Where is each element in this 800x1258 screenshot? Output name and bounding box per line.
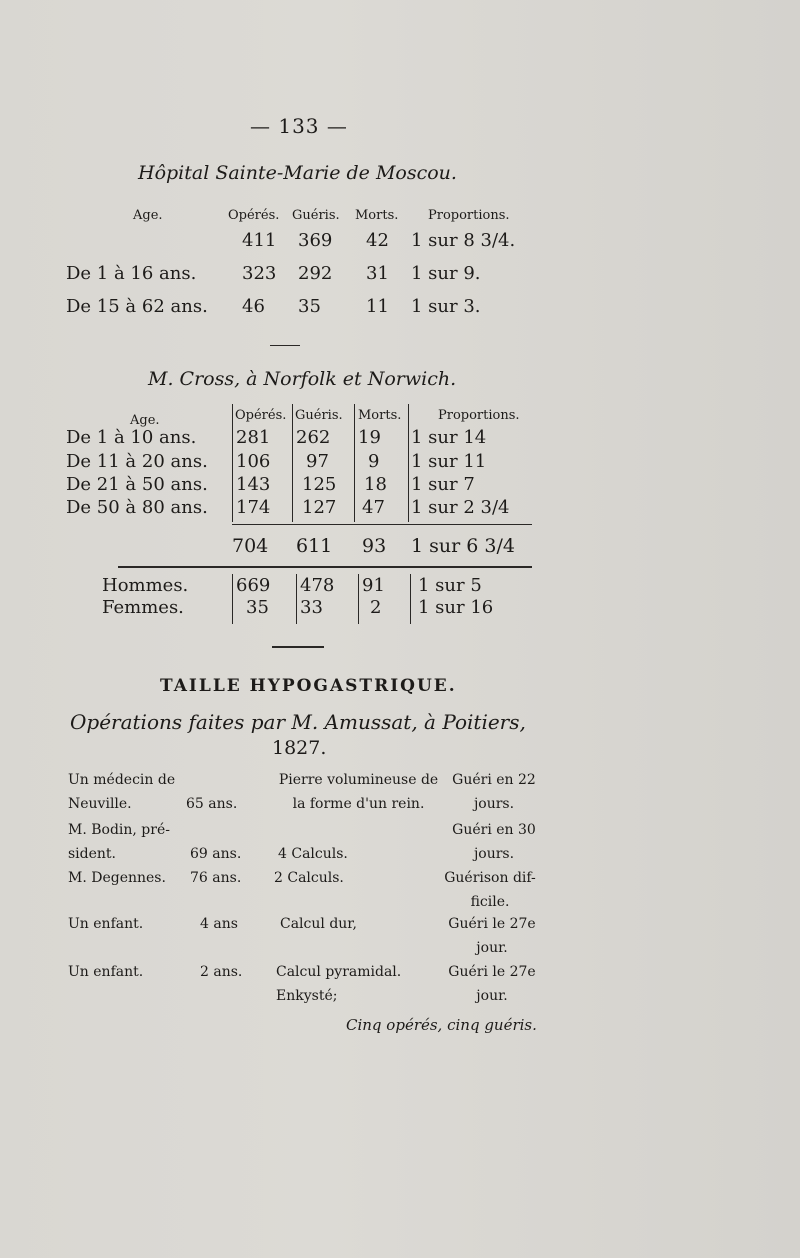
column-rule [408,404,409,522]
case-patient: M. Degennes. [68,870,166,886]
cross-gueris: 262 [296,427,331,448]
cross-gueris: 127 [302,497,337,518]
cross-total-prop: 1 sur 6 3/4 [411,535,515,557]
cross-morts: 47 [362,497,385,518]
moscou-header-operes: Opérés. [228,208,280,223]
column-rule [296,574,297,624]
cross-header-gueris: Guéris. [295,408,343,423]
sex-prop: 1 sur 16 [418,597,494,618]
total-rule [232,524,532,525]
case-age: 76 ans. [190,870,242,886]
case-result: Guéri le 27e jour. [448,916,536,956]
case-age: 65 ans. [186,796,238,812]
moscou-morts: 11 [366,296,389,317]
taille-year: 1827. [272,737,327,759]
cross-title: M. Cross, à Norfolk et Norwich. [148,368,457,390]
moscou-operes: 323 [242,263,277,284]
cross-operes: 281 [236,427,271,448]
moscou-prop: 1 sur 8 3/4. [411,230,516,251]
case-patient: Un enfant. [68,964,144,980]
taille-conclusion: Cinq opérés, cinq guéris. [346,1016,537,1034]
moscou-gueris: 35 [298,296,321,317]
moscou-header-gueris: Guéris. [292,208,340,223]
case-age: 69 ans. [190,846,242,862]
moscou-gueris: 292 [298,263,333,284]
moscou-prop: 1 sur 9. [411,263,481,284]
page-number: — 133 — [250,114,348,138]
cross-header-morts: Morts. [358,408,402,423]
case-age: 4 ans [200,916,238,932]
moscou-morts: 31 [366,263,389,284]
moscou-age: De 1 à 16 ans. [66,263,197,284]
column-rule [354,404,355,522]
moscou-gueris: 369 [298,230,333,251]
cross-header-operes: Opérés. [235,408,287,423]
column-rule [232,404,233,522]
sex-gueris: 33 [300,597,323,618]
column-rule [292,404,293,522]
cross-header-age: Age. [130,413,160,428]
moscou-morts: 42 [366,230,389,251]
moscou-operes: 46 [242,296,265,317]
cross-total-gueris: 611 [296,535,333,557]
case-description: Pierre volumineuse de la forme d'un rein. [278,772,439,812]
case-patient: M. Bodin, pré-sident. [68,822,170,862]
sex-operes: 669 [236,575,271,596]
moscou-age: De 15 à 62 ans. [66,296,208,317]
cross-age: De 11 à 20 ans. [66,451,208,472]
cross-prop: 1 sur 2 3/4 [411,497,510,518]
sex-morts: 2 [370,597,382,618]
cross-header-proportions: Proportions. [438,408,520,423]
case-result: Guérison dif-ficile. [444,870,536,910]
case-age: 2 ans. [200,964,243,980]
cross-gueris: 97 [306,451,329,472]
cross-age: De 1 à 10 ans. [66,427,197,448]
cross-morts: 18 [364,474,387,495]
cross-prop: 1 sur 14 [411,427,487,448]
column-rule [232,574,233,624]
cross-gueris: 125 [302,474,337,495]
taille-heading: TAILLE HYPOGASTRIQUE. [160,676,457,696]
moscou-header-morts: Morts. [355,208,399,223]
cross-operes: 106 [236,451,271,472]
cross-total-operes: 704 [232,535,269,557]
case-result: Guéri en 22 jours. [452,772,536,812]
section-rule [118,566,532,568]
moscou-header-proportions: Proportions. [428,208,510,223]
moscou-operes: 411 [242,230,277,251]
case-description: Calcul pyramidal. Enkysté; [276,964,402,1004]
moscou-title: Hôpital Sainte-Marie de Moscou. [138,162,457,184]
taille-subtitle: Opérations faites par M. Amussat, à Poitiers, [70,710,526,734]
case-description: 4 Calculs. [278,846,348,862]
case-description: 2 Calculs. [274,870,344,886]
cross-total-morts: 93 [362,535,387,557]
case-result: Guéri le 27e jour. [448,964,536,1004]
column-rule [410,574,411,624]
cross-morts: 19 [358,427,381,448]
case-patient: Un médecin de Neuville. [68,772,176,812]
cross-morts: 9 [368,451,380,472]
cross-prop: 1 sur 7 [411,474,475,495]
sex-prop: 1 sur 5 [418,575,482,596]
sex-gueris: 478 [300,575,335,596]
sex-operes: 35 [246,597,269,618]
cross-age: De 21 à 50 ans. [66,474,208,495]
sex-label: Femmes. [102,597,184,618]
moscou-prop: 1 sur 3. [411,296,481,317]
column-rule [358,574,359,624]
section-divider [272,646,324,648]
cross-age: De 50 à 80 ans. [66,497,208,518]
cross-prop: 1 sur 11 [411,451,487,472]
cross-operes: 143 [236,474,271,495]
case-description: Calcul dur, [280,916,357,932]
case-patient: Un enfant. [68,916,144,932]
sex-morts: 91 [362,575,385,596]
case-result: Guéri en 30 jours. [452,822,536,862]
sex-label: Hommes. [102,575,189,596]
moscou-header-age: Age. [133,208,163,223]
section-divider [270,345,300,346]
cross-operes: 174 [236,497,271,518]
